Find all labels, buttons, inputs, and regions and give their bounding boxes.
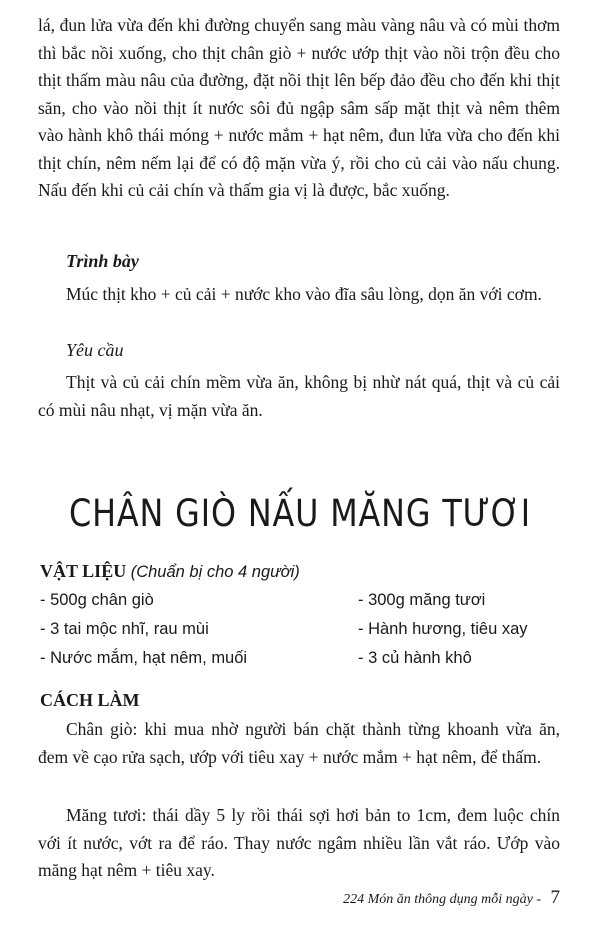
ingredients-note: (Chuẩn bị cho 4 người): [130, 563, 300, 581]
ingredient-item: - Hành hương, tiêu xay: [358, 620, 528, 638]
ingredient-item: - 3 củ hành khô: [358, 649, 472, 667]
method-paragraph-2: Măng tươi: thái dầy 5 ly rồi thái sợi hơi bản to 1cm, đem luộc chín với ít nước, vớt ra để ráo. Thay nước ngâm nhiều lần vắt ráo. Ướp vào măng hạt nêm + tiêu xay.: [38, 805, 560, 880]
requirements-heading: Yêu cầu: [66, 340, 124, 360]
footer-book-title: 224 Món ăn thông dụng mỗi ngày: [343, 892, 533, 907]
ingredients-heading-line: [40, 561, 300, 582]
page-footer: [343, 887, 560, 909]
recipe-title: CHÂN GIÒ NẤU MĂNG TƯƠI: [69, 492, 531, 535]
presentation-heading: Trình bày: [66, 251, 139, 271]
presentation-text: Múc thịt kho + củ cải + nước kho vào đĩa sâu lòng, dọn ăn với cơm.: [66, 284, 542, 304]
ingredient-item: - 300g măng tươi: [358, 591, 486, 609]
footer-separator: -: [536, 892, 541, 907]
page-number: 7: [550, 887, 560, 908]
ingredients-right-column: [358, 586, 528, 673]
previous-recipe-method-text: lá, đun lửa vừa đến khi đường chuyển sang màu vàng nâu và có mùi thơm thì bắc nồi xuống, cho thịt chân giò + nước ướp thịt vào nồi trộn đều cho thịt thấm màu nâu của đường, đặt nồi thịt lên bếp đảo đều cho đến khi thịt săn, cho vào nồi thịt ít nước sôi đủ ngập sâm sấp mặt thịt và nêm thêm vào hành khô thái móng + nước mắm + hạt nêm, đun lửa vừa cho đến khi thịt chín, nêm nếm lại để có độ mặn vừa ý, rồi cho củ cải vào nấu chung. Nấu đến khi củ cải chín và thấm gia vị là được, bắc xuống.: [38, 15, 560, 200]
ingredient-item: - 3 tai mộc nhĩ, rau mùi: [40, 620, 209, 638]
requirements-text: Thịt và củ cải chín mềm vừa ăn, không bị nhừ nát quá, thịt và củ cải có mùi nâu nhạt, vị mặn vừa ăn.: [38, 372, 560, 420]
method-heading: CÁCH LÀM: [40, 690, 140, 710]
ingredient-item: - 500g chân giò: [40, 591, 154, 609]
ingredients-left-column: [40, 586, 247, 673]
ingredient-item: - Nước mắm, hạt nêm, muối: [40, 649, 248, 667]
ingredients-heading: VẬT LIỆU: [40, 561, 127, 581]
method-paragraph-1: Chân giò: khi mua nhờ người bán chặt thành từng khoanh vừa ăn, đem về cạo rửa sạch, ướp với tiêu xay + nước mắm + hạt nêm, để thấm.: [38, 719, 560, 767]
